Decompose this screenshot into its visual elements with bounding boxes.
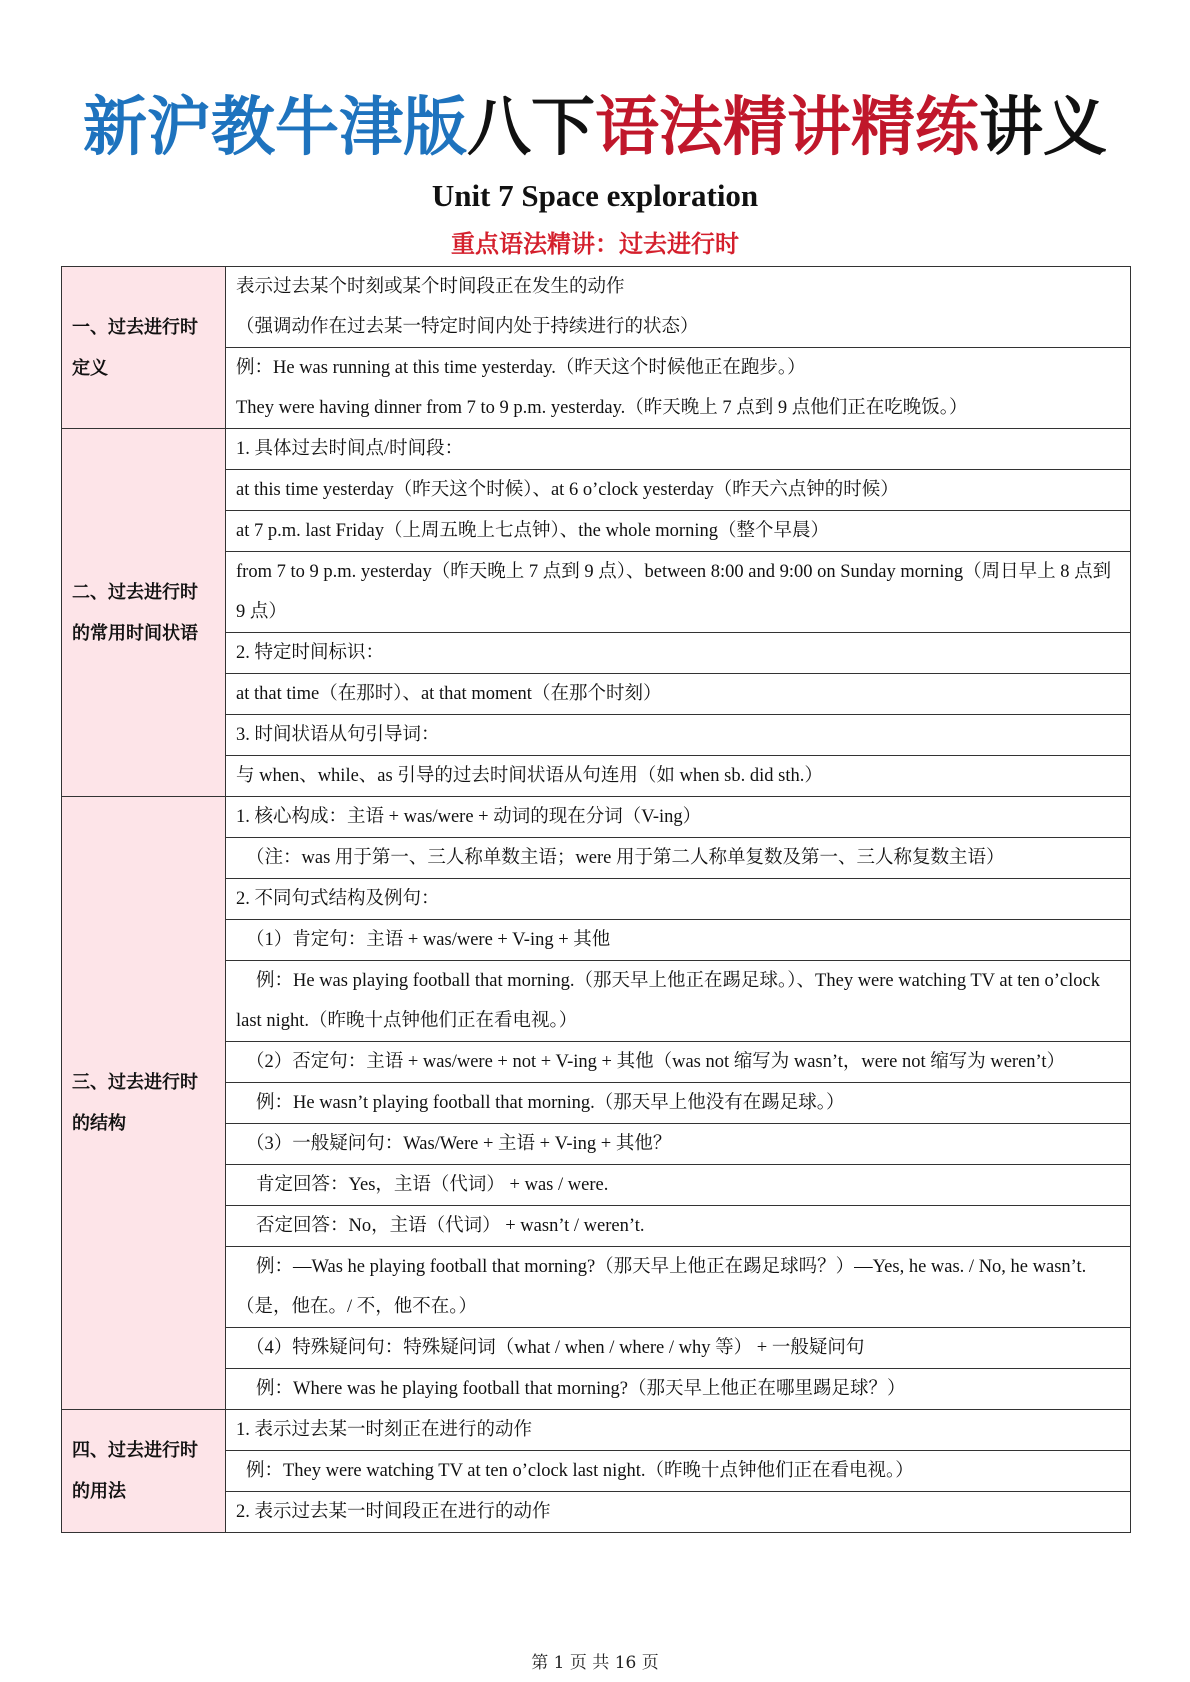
section-header: 四、过去进行时的用法 <box>62 1410 226 1533</box>
cell-line: 例：He was running at this time yesterday.（昨天这个时候他正在跑步。） <box>236 358 806 378</box>
table-cell <box>226 1328 1131 1369</box>
cell-line: 肯定回答：Yes，主语（代词） + was / were. <box>256 1175 609 1195</box>
page-title <box>0 88 1190 168</box>
table-row <box>62 429 1131 470</box>
page-footer: 第 1 页 共 16 页 <box>531 1653 659 1673</box>
table-row <box>62 797 1131 838</box>
table-cell <box>226 1083 1131 1124</box>
table-cell <box>226 267 1131 348</box>
table-cell: 例：He was playing football that morning.（那天早上他正在踢足球。）、They were watching TV at ten o’clock last night.（昨晚十点钟他们正在看电视。） <box>226 961 1131 1042</box>
cell-line: 表示过去某个时刻或某个时间段正在发生的动作 <box>236 277 625 297</box>
section-header: 三、过去进行时的结构 <box>62 797 226 1410</box>
table-cell: at this time yesterday（昨天这个时候）、at 6 o’clock yesterday（昨天六点钟的时候） <box>226 470 1131 511</box>
title-part-black: 八下 <box>467 91 595 165</box>
cell-line: （3）一般疑问句：Was/Were + 主语 + V-ing + 其他？ <box>246 1134 672 1154</box>
table-cell: 1. 核心构成：主语 + was/were + 动词的现在分词（V-ing） <box>226 797 1131 838</box>
table-cell <box>226 1451 1131 1492</box>
table-cell: 1. 表示过去某一时刻正在进行的动作 <box>226 1410 1131 1451</box>
cell-line: 例：He wasn’t playing football that morning.（那天早上他没有在踢足球。） <box>256 1093 845 1113</box>
table-cell: （2）否定句：主语 + was/were + not + V-ing + 其他（was not 缩写为 wasn’t，were not 缩写为 weren’t） <box>226 1042 1131 1083</box>
table-cell: at that time（在那时）、at that moment（在那个时刻） <box>226 674 1131 715</box>
cell-line: （强调动作在过去某一特定时间内处于持续进行的状态） <box>236 317 699 337</box>
cell-line: 例：Where was he playing football that morning?（那天早上他正在哪里踢足球？） <box>256 1379 906 1399</box>
cell-line: （1）肯定句：主语 + was/were + V-ing + 其他 <box>246 930 611 950</box>
table-cell: 2. 不同句式结构及例句： <box>226 879 1131 920</box>
table-row <box>62 267 1131 348</box>
table-cell <box>226 1369 1131 1410</box>
cell-line: They were having dinner from 7 to 9 p.m. yesterday.（昨天晚上 7 点到 9 点他们正在吃晚饭。） <box>236 398 968 418</box>
table-cell <box>226 1124 1131 1165</box>
table-cell: 3. 时间状语从句引导词： <box>226 715 1131 756</box>
section-header: 一、过去进行时定义 <box>62 267 226 429</box>
cell-line: 例：They were watching TV at ten o’clock last night.（昨晚十点钟他们正在看电视。） <box>246 1461 914 1481</box>
cell-line: （4）特殊疑问句：特殊疑问词（what / when / where / why 等） + 一般疑问句 <box>246 1338 865 1358</box>
grammar-table <box>61 266 1131 1533</box>
cell-line: （注：was 用于第一、三人称单数主语；were 用于第二人称单复数及第一、三人称复数主语） <box>246 848 1005 868</box>
table-row <box>62 1410 1131 1451</box>
table-cell: at 7 p.m. last Friday（上周五晚上七点钟）、the whole morning（整个早晨） <box>226 511 1131 552</box>
table-cell <box>226 1165 1131 1206</box>
unit-subtitle: Unit 7 Space exploration <box>431 178 759 213</box>
table-cell: 例：—Was he playing football that morning?（那天早上他正在踢足球吗？）—Yes, he was. / No, he wasn’t.（是，他在。/ 不，他不在。） <box>226 1247 1131 1328</box>
table-cell <box>226 920 1131 961</box>
table-cell: from 7 to 9 p.m. yesterday（昨天晚上 7 点到 9 点）、between 8:00 and 9:00 on Sunday morning（周日早上 8 点到 9 点） <box>226 552 1131 633</box>
table-cell: 2. 特定时间标识： <box>226 633 1131 674</box>
cell-line: 否定回答：No，主语（代词） + wasn’t / weren’t. <box>256 1216 645 1236</box>
topic-heading: 重点语法精讲：过去进行时 <box>451 230 739 258</box>
title-part-red: 语法精讲精练 <box>595 91 979 165</box>
title-part-blue: 新沪教牛津版 <box>83 91 467 165</box>
table-cell <box>226 838 1131 879</box>
title-part-black-end: 讲义 <box>979 91 1107 165</box>
table-cell <box>226 1206 1131 1247</box>
table-cell: 1. 具体过去时间点/时间段： <box>226 429 1131 470</box>
table-cell <box>226 348 1131 429</box>
table-cell: 与 when、while、as 引导的过去时间状语从句连用（如 when sb. did sth.） <box>226 756 1131 797</box>
table-cell: 2. 表示过去某一时间段正在进行的动作 <box>226 1492 1131 1533</box>
section-header: 二、过去进行时的常用时间状语 <box>62 429 226 797</box>
